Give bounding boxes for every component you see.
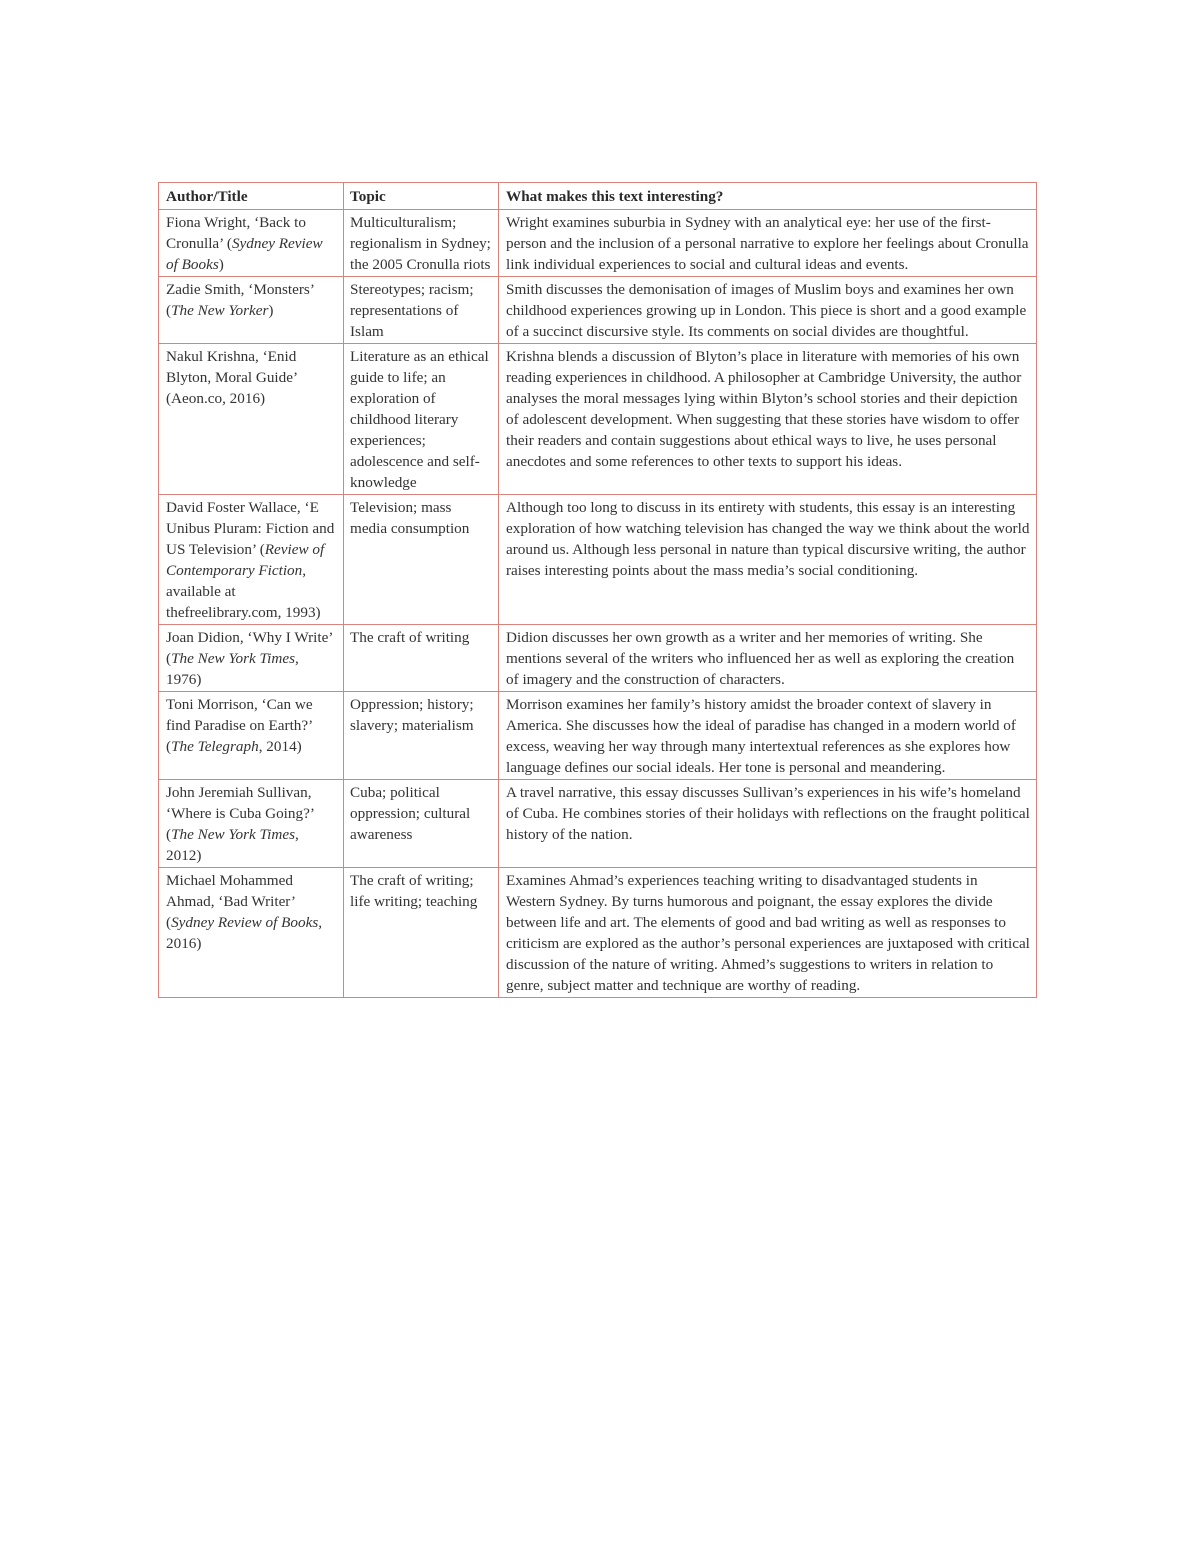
topic-cell: The craft of writing; life writing; teaching — [344, 868, 499, 998]
table-header-row — [159, 183, 1037, 210]
interest-cell: Morrison examines her family’s history amidst the broader context of slavery in America. She discusses how the ideal of paradise has changed in a modern world of excess, weaving her way through many intertextual references as she explores how language defines our social ideals. Her tone is personal and meandering. — [499, 692, 1037, 780]
interest-cell: Examines Ahmad’s experiences teaching writing to disadvantaged students in Western Sydney. By turns humorous and poignant, the essay explores the divide between life and art. The elements of good and bad writing as well as responses to criticism are explored as the author’s personal experiences are juxtaposed with critical discussion of the nature of writing. Ahmed’s suggestions to writers in relation to genre, subject matter and technique are worthy of reading. — [499, 868, 1037, 998]
header-interest: What makes this text interesting? — [499, 183, 1037, 210]
author-title-cell: Nakul Krishna, ‘Enid Blyton, Moral Guide’ (Aeon.co, 2016) — [159, 344, 344, 495]
table-row — [159, 277, 1037, 344]
topic-cell: Television; mass media consumption — [344, 495, 499, 625]
topic-cell: Cuba; political oppression; cultural awareness — [344, 780, 499, 868]
author-title-cell: David Foster Wallace, ‘E Unibus Pluram: Fiction and US Television’ (Review of Contemporary Fiction, available at thefreelibrary.com, 1993) — [159, 495, 344, 625]
author-title-cell: John Jeremiah Sullivan, ‘Where is Cuba Going?’ (The New York Times, 2012) — [159, 780, 344, 868]
interest-cell: Smith discusses the demonisation of images of Muslim boys and examines her own childhood experiences growing up in London. This piece is short and a good example of a succinct discursive style. Its comments on social divides are thoughtful. — [499, 277, 1037, 344]
interest-cell: Wright examines suburbia in Sydney with an analytical eye: her use of the first-person and the inclusion of a personal narrative to explore her feelings about Cronulla link individual experiences to social and cultural ideas and events. — [499, 210, 1037, 277]
header-topic: Topic — [344, 183, 499, 210]
topic-cell: Literature as an ethical guide to life; an exploration of childhood literary experiences; adolescence and self-knowledge — [344, 344, 499, 495]
header-author-title: Author/Title — [159, 183, 344, 210]
table-row — [159, 625, 1037, 692]
table-row — [159, 344, 1037, 495]
author-title-cell: Toni Morrison, ‘Can we find Paradise on Earth?’ (The Telegraph, 2014) — [159, 692, 344, 780]
topic-cell: Stereotypes; racism; representations of Islam — [344, 277, 499, 344]
table-row — [159, 780, 1037, 868]
author-title-cell: Michael Mohammed Ahmad, ‘Bad Writer’ (Sydney Review of Books, 2016) — [159, 868, 344, 998]
interest-cell: Although too long to discuss in its entirety with students, this essay is an interesting exploration of how watching television has changed the way we think about the world around us. Although less personal in nature than typical discursive writing, the author raises interesting points about the mass media’s social conditioning. — [499, 495, 1037, 625]
interest-cell: Krishna blends a discussion of Blyton’s place in literature with memories of his own reading experiences in childhood. A philosopher at Cambridge University, the author analyses the moral messages lying within Blyton’s school stories and their depiction of adolescent development. When suggesting that these stories have wisdom to offer their readers and contain suggestions about ethical ways to live, he uses personal anecdotes and some references to other texts to support his ideas. — [499, 344, 1037, 495]
author-title-cell: Joan Didion, ‘Why I Write’ (The New York Times, 1976) — [159, 625, 344, 692]
interest-cell: A travel narrative, this essay discusses Sullivan’s experiences in his wife’s homeland of Cuba. He combines stories of their holidays with reflections on the fraught political history of the nation. — [499, 780, 1037, 868]
table-row — [159, 495, 1037, 625]
texts-table — [158, 182, 1037, 998]
author-title-cell: Zadie Smith, ‘Monsters’ (The New Yorker) — [159, 277, 344, 344]
author-title-cell: Fiona Wright, ‘Back to Cronulla’ (Sydney Review of Books) — [159, 210, 344, 277]
interest-cell: Didion discusses her own growth as a writer and her memories of writing. She mentions several of the writers who influenced her as well as exploring the creation of imagery and the construction of characters. — [499, 625, 1037, 692]
topic-cell: The craft of writing — [344, 625, 499, 692]
table-body — [159, 210, 1037, 998]
table-row — [159, 868, 1037, 998]
topic-cell: Oppression; history; slavery; materialism — [344, 692, 499, 780]
topic-cell: Multiculturalism; regionalism in Sydney; the 2005 Cronulla riots — [344, 210, 499, 277]
table-row — [159, 210, 1037, 277]
table-row — [159, 692, 1037, 780]
